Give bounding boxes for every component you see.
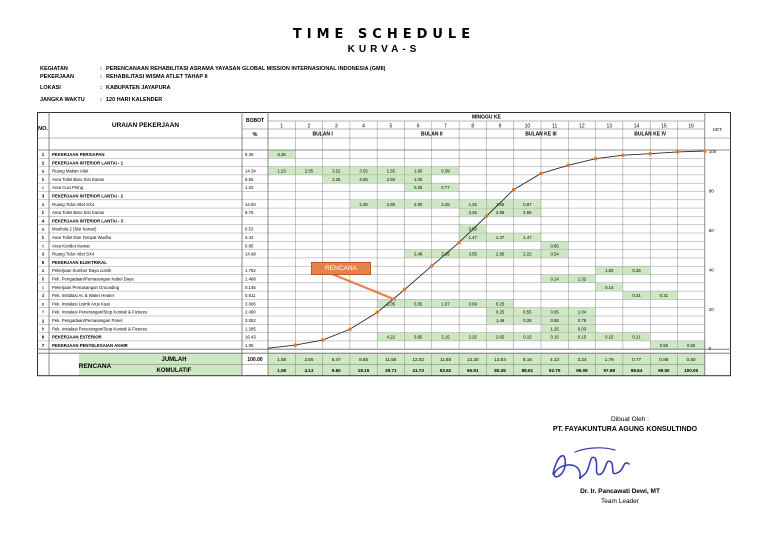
row-bobot: 0.53 [245,226,254,232]
summary-kumulatif-value: 29.71 [385,368,397,374]
curve-point [457,241,461,245]
cell-value: 3.55 [468,251,477,257]
week-number: 1 [280,123,284,130]
row-no: a [41,226,45,232]
row-no: c [41,243,45,249]
row-bobot: 14.34 [245,168,256,174]
cell-value: 0.35 [413,301,423,307]
cell-value: 0.50 [686,342,696,348]
summary-jumlah-value: 13.30 [467,357,479,363]
cell-value: 0.85 [550,243,559,249]
info-key: KEGIATAN [40,66,68,72]
col-header-no: NO. [38,126,48,132]
cell-value: 8.35 [277,152,286,157]
month-label: BULAN I [312,131,333,138]
row-name: PEKERJAAN PENYELESAIAN AKHIR [52,342,128,348]
row-bobot: 4.42 [245,235,254,240]
week-number: 9 [498,123,502,130]
cell-value: 1.55 [495,201,505,207]
row-bobot: 0.611 [245,293,256,299]
week-number: 4 [362,123,365,130]
col-header-minggu: MINGGU KE [471,114,501,121]
week-number: 14 [633,123,640,130]
row-no: 1 [41,152,45,157]
schedule-table [37,112,731,404]
curve-point [348,327,352,331]
row-name: Pek. Instalasi Penerangan/Stop Kontak & Fixtures [52,309,148,315]
cell-value: 0.99 [468,301,477,307]
row-name: PEKERJAAN INTERIOR LANTAI - 2 [52,193,124,199]
row-no: 3 [41,193,45,199]
cell-value: 0.25 [523,318,532,323]
summary-jumlah-value: 5.47 [331,357,341,363]
summary-jumlah-value: 8.16 [522,357,532,363]
cell-value: 0.15 [550,334,559,340]
summary-kumulatif-value: 53.62 [439,368,452,374]
summary-kumulatif-value: 96.08 [576,368,588,374]
curve-point [375,311,379,315]
summary-kumulatif-label: KOMULATIF [156,368,192,375]
dibuat-oleh: Dibuat Oleh : [611,416,649,423]
summary-kumulatif-value: 88.61 [521,368,534,374]
row-name: PEKERJAAN ELEKTRIKAL [52,259,107,265]
row-bobot: 3.052 [245,318,256,323]
week-number: 8 [471,123,475,130]
curve-point [403,288,407,292]
row-no: e [41,301,45,307]
signature-image [545,444,640,489]
row-no: c [41,284,45,290]
scale-label: 20 [708,306,714,312]
week-number: 13 [606,123,613,130]
summary-jumlah-value: 8.55 [359,357,369,363]
info-key: JANGKA WAKTU [40,97,85,103]
curve-point [321,338,325,342]
cell-value: 2.25 [332,176,341,182]
row-name: PEKERJAAN INTERIOR LANTAI - 1 [52,160,124,166]
row-name: Area Cuci Piring [52,185,84,191]
cell-value: 3.15 [441,334,450,340]
col-header-ket: KET. [713,127,723,132]
info-key: LOKASI [40,85,61,91]
cell-value: 1.50 [605,268,614,274]
info-value: 120 HARI KALENDER [106,97,163,103]
week-number: 11 [552,123,558,130]
row-name: Pek. Instalasi Ac & Water Heater [52,293,115,299]
curve-point [294,343,298,347]
row-bobot: 8.75 [245,210,254,216]
summary-kumulatif-value: 1.58 [277,368,287,374]
cell-value: 0.31 [659,293,669,299]
cell-value: 1.05 [386,301,396,307]
cell-value: 0.15 [605,334,614,340]
row-bobot: 16.43 [245,334,256,340]
scale-label: 40 [708,267,714,273]
summary-jumlah-value: 4.13 [550,357,560,363]
curve-point [594,157,598,161]
cell-value: 1.07 [441,301,450,307]
cell-value: 0.15 [577,334,587,340]
signatory-role: Team Leader [601,498,639,505]
summary-kumulatif-value: 80.45 [494,368,506,374]
cell-value: 3.22 [332,168,341,174]
cell-value: 0.55 [550,318,559,323]
cell-value: 1.85 [413,168,423,174]
curve-point [539,172,543,176]
cell-value: 1.55 [386,168,396,174]
summary-kumulatif-value: 18.15 [357,368,370,374]
cell-value: 2.55 [304,168,314,174]
row-bobot: 3.006 [245,301,256,307]
week-number: 3 [334,123,338,130]
summary-jumlah-value: 0.50 [686,357,696,363]
row-name: Pekerjaan Sumber Daya Listrik [52,268,112,274]
cell-value: 2.65 [359,176,368,182]
cell-value: 0.55 [523,309,532,315]
row-bobot: 8.35 [245,152,254,157]
cell-value: 0.14 [605,284,614,290]
cell-value: 2.90 [413,201,423,207]
row-bobot: 14.98 [245,251,256,257]
cell-value: 2.65 [495,334,505,340]
summary-jumlah-value: 0.77 [632,357,642,363]
col-header-bobot: BOBOT [245,118,265,124]
curve-point [485,214,489,218]
row-name: Area Koridor Kamar [52,243,90,249]
scale-label: 100 [708,149,717,154]
summary-jumlah-value: 0.86 [659,357,669,363]
row-no: b [41,176,45,182]
summary-jumlah-value: 13.53 [494,357,506,363]
row-name: Pek. Pengadaan/Pemasangan Kabel Daya [52,276,134,282]
summary-kumulatif-value: 100.00 [684,368,699,374]
row-name: Pek. Pengadaan/Pemasangan Panel [52,318,123,323]
scale-label: 80 [708,188,714,194]
summary-jumlah-value: 11.56 [385,357,397,363]
callout-arrow [332,274,396,300]
cell-value: 3.25 [468,210,477,216]
document-title: TIME SCHEDULE [292,27,476,42]
info-colon: : [100,66,102,72]
summary-jumlah-value: 1.79 [604,357,614,363]
row-no: a [41,168,45,174]
row-bobot: 1.05 [245,342,254,348]
summary-jumlah-value: 3.34 [577,357,587,363]
cell-value: 0.54 [550,251,559,257]
scale-label: 0 [708,346,712,352]
row-name: Area Toilet Baru Sisi Kanan [52,176,105,182]
row-name: PEKERJAAN EXTERIOR [52,334,102,340]
cell-value: 2.85 [386,201,396,207]
cell-value: 2.35 [359,201,368,207]
row-no: 6 [41,334,45,340]
signatory-name: Dr. Ir. Pancawati Dewi, MT [580,488,660,495]
summary-jumlah-value: 12.02 [412,357,424,363]
row-name: Ruang Tidur Atlet SX4 [52,201,95,207]
row-name: PEKERJAAN PERSIAPAN [52,152,105,157]
summary-kumulatif-value: 92.75 [548,368,561,374]
cell-value: 1.47 [495,235,505,240]
week-number: 12 [579,123,585,130]
info-key: PEKERJAAN [40,74,74,80]
row-name: Area Toilet Baru Sisi Kanan [52,210,105,216]
curve-point [621,153,625,157]
scale-label: 60 [708,227,714,233]
col-header-uraian: URAIAN PEKERJAAN [111,122,180,129]
cell-value: 0.77 [441,185,450,191]
row-name: Ruang Makan Atlet [52,168,89,174]
month-label: BULAN KE III [525,131,557,138]
cell-value: 0.87 [523,201,532,207]
summary-kumulatif-value: 41.73 [412,368,424,374]
cell-value: 0.31 [632,293,641,299]
cell-value: 2.69 [386,176,396,182]
row-name: Area Toilet Dan Tempat Wudhu [52,235,112,240]
curve-point [648,152,652,156]
row-no: b [41,276,45,282]
cell-value: 0.79 [577,318,587,323]
cell-value: 1.25 [468,201,477,207]
row-no: 2 [41,160,45,166]
summary-jumlah-total: 100.00 [247,357,263,364]
cell-value: 1.46 [495,318,505,323]
week-number: 15 [661,123,667,130]
cell-value: 0.25 [413,185,423,191]
summary-kumulatif-value: 99.50 [658,368,670,374]
row-no: a [41,201,45,207]
row-no: f [42,309,44,315]
summary-rencana-label: RENCANA [78,363,112,371]
cell-value: 4.22 [386,334,396,340]
cell-value: 1.00 [413,176,423,182]
schedule-svg [37,112,731,404]
row-name: Ruang Tidur Atlet SX4 [52,251,95,257]
row-no: h [41,326,45,332]
row-no: d [41,293,45,299]
info-colon: : [100,74,102,80]
cell-value: 0.14 [550,276,559,282]
row-bobot: 1.752 [245,268,256,274]
cell-value: 1.25 [550,326,559,332]
info-value: PERENCANAAN REHABILITASI ASRAMA YAYASAN GLOBAL MISSION INTERNASIONAL INDONESIA (GMII) [106,66,386,72]
summary-jumlah-value: 2.55 [304,357,314,363]
summary-jumlah-value: 1.58 [277,357,287,363]
row-name: Pek. Instalasi Penerangan/Stop Kontak & Fixtures [52,326,148,332]
rencana-callout: RENCANA [311,262,371,275]
row-no: c [41,185,45,191]
week-number: 7 [444,123,447,130]
row-no: 7 [41,342,45,348]
row-bobot: 1.02 [245,185,254,191]
week-number: 10 [524,123,531,130]
summary-kumulatif-value: 98.64 [630,368,643,374]
row-bobot: 1.285 [245,326,256,332]
cell-value: 0.03 [577,326,587,332]
cell-value: 3.25 [441,201,450,207]
row-name: PEKERJAAN INTERIOR LANTAI - 3 [52,218,124,224]
week-number: 6 [416,123,420,130]
col-header-bobot-unit: % [252,132,258,138]
curve-point [703,149,707,153]
document-subtitle: KURVA-S [347,44,421,55]
cell-value: 0.39 [441,168,450,174]
info-value: REHABILITASI WISMA ATLET TAHAP II [106,74,208,80]
row-name: Pek. Instalasi Listrik Arus Kuat [52,301,110,307]
cell-value: 3.55 [359,168,368,174]
week-number: 16 [688,123,694,130]
row-no: b [41,210,45,216]
row-no: a [41,268,45,274]
cell-value: 1.32 [577,276,587,282]
cell-value: 2.25 [468,334,477,340]
curve-point [567,163,571,167]
company-name: PT. FAYAKUNTURA AGUNG KONSULTINDO [552,426,698,433]
cell-value: 3.85 [413,334,423,340]
row-no: 5 [41,259,45,265]
info-value: KABUPATEN JAYAPURA [106,85,171,91]
cell-value: 1.47 [523,235,532,240]
cell-value: 0.55 [659,342,669,348]
cell-value: 0.25 [632,268,641,274]
cell-value: 2.85 [495,210,505,216]
curve-point [676,150,680,154]
row-bobot: 0.145 [245,284,256,290]
cell-value: 2.85 [495,251,505,257]
summary-kumulatif-value: 4.13 [304,368,314,374]
summary-kumulatif-value: 9.60 [331,368,341,374]
cell-value: 3.35 [441,251,450,257]
row-name: Pekerjaan Pemasangan Grounding [52,284,120,290]
cell-value: 1.23 [277,168,286,174]
info-colon: : [100,85,102,91]
curve-point [512,188,516,192]
curve-point [430,264,434,268]
week-number: 2 [307,123,311,130]
cell-value: 0.53 [468,226,477,232]
row-no: 4 [41,218,45,224]
row-bobot: 0.85 [245,243,254,249]
cell-value: 2.65 [523,210,532,216]
summary-jumlah-value: 11.88 [439,357,452,363]
cell-value: 0.25 [495,301,505,307]
cell-value: 2.48 [413,251,423,257]
row-no: b [41,235,45,240]
week-number: 5 [389,123,393,130]
cell-value: 0.65 [550,309,559,315]
summary-jumlah-label: JUMLAH [161,357,187,364]
cell-value: 2.22 [523,251,532,257]
cell-value: 1.04 [577,309,587,315]
info-colon: : [100,97,102,103]
row-bobot: 2.490 [245,309,256,315]
summary-kumulatif-value: 66.91 [467,368,479,374]
row-no: g [41,318,45,323]
cell-value: 1.47 [468,235,477,240]
month-label: BULAN II [420,131,443,138]
row-name: Mushola 2 (Sisi Kanan) [52,226,97,232]
month-label: BULAN KE IV [634,131,667,138]
cell-value: 0.25 [495,309,505,315]
summary-kumulatif-value: 97.88 [603,368,615,374]
row-bobot: 1.468 [245,276,256,282]
row-bobot: 14.50 [245,201,256,207]
cell-value: 0.15 [523,334,532,340]
row-no: d [41,251,45,257]
cell-value: 0.21 [632,334,641,340]
row-bobot: 8.65 [245,176,254,182]
